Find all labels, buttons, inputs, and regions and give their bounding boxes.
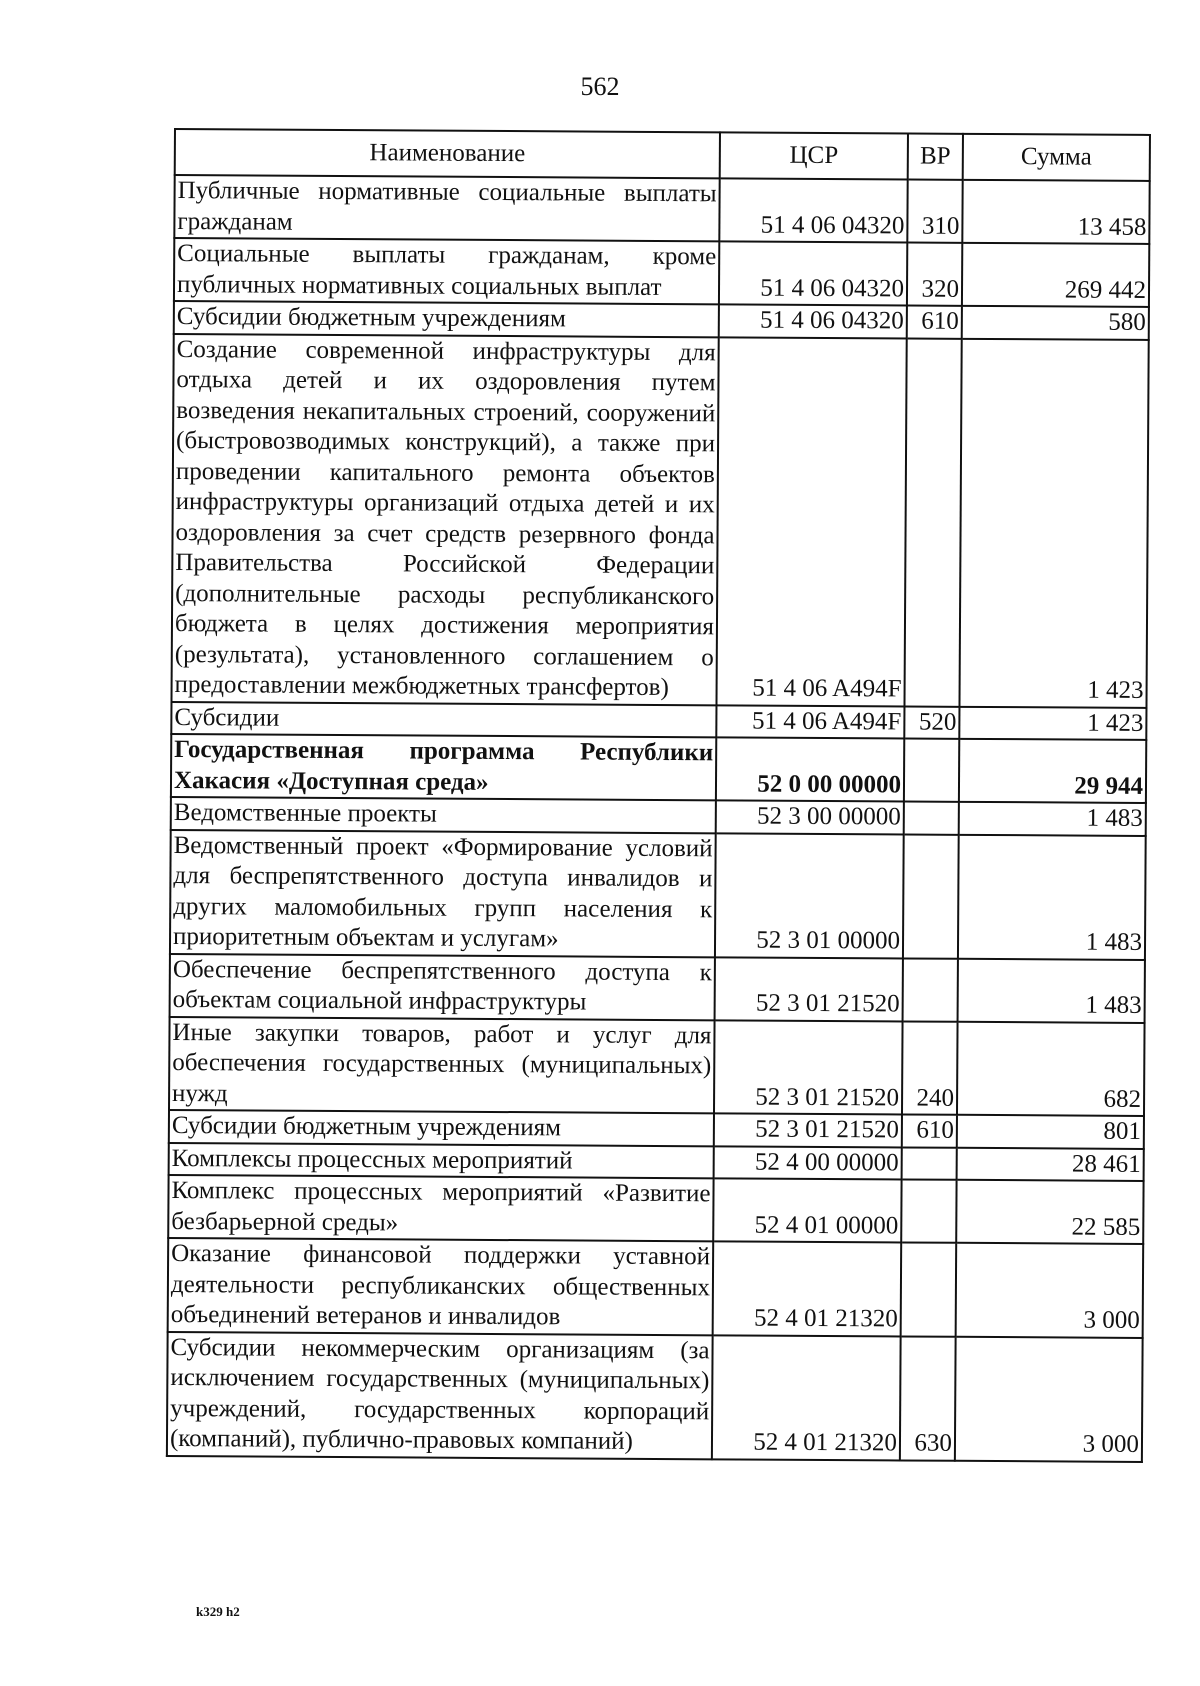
row-sum-cell: 3 000: [956, 1243, 1144, 1338]
row-csr-cell: 52 4 01 21320: [713, 1241, 902, 1336]
row-name-cell: Субсидии бюджетным учреждениям: [169, 1110, 714, 1146]
row-sum-cell: 28 461: [957, 1147, 1144, 1181]
row-csr-cell: 52 4 01 21320: [712, 1335, 901, 1460]
row-sum-cell: 29 944: [959, 739, 1146, 803]
table-row: [171, 334, 1148, 708]
table-row: [168, 1175, 1143, 1244]
row-sum-cell: 1 483: [959, 802, 1146, 836]
row-vr-cell: [903, 958, 958, 1021]
row-vr-cell: 520: [904, 706, 959, 739]
row-sum-cell: 801: [957, 1115, 1144, 1149]
row-vr-cell: [904, 338, 961, 706]
row-csr-cell: 52 3 01 21520: [715, 957, 903, 1021]
row-name-cell: Оказание финансовой поддержки уставной деятельности республиканских общественных объединений ветеранов и инвалидов: [168, 1238, 714, 1335]
row-csr-cell: 52 3 00 00000: [716, 800, 904, 834]
row-name-cell: Иные закупки товаров, работ и услуг для обеспечения государственных (муниципальных) нужд: [169, 1016, 715, 1113]
row-name-cell: Субсидии: [171, 701, 716, 737]
row-vr-cell: [904, 801, 959, 834]
row-name-cell: Ведомственные проекты: [171, 797, 716, 833]
page-number: 562: [580, 72, 620, 101]
row-sum-cell: 269 442: [962, 243, 1149, 307]
row-sum-cell: 682: [957, 1021, 1145, 1116]
row-csr-cell: 52 0 00 00000: [716, 737, 904, 801]
row-name-cell: Обеспечение беспрепятственного доступа к объектам социальной инфраструктуры: [170, 953, 715, 1019]
row-vr-cell: 610: [907, 305, 962, 338]
row-csr-cell: 51 4 06 A494F: [716, 705, 904, 739]
row-vr-cell: [903, 834, 959, 958]
table-row: [170, 953, 1145, 1022]
table-row: [170, 829, 1146, 959]
row-sum-cell: 1 423: [959, 338, 1148, 707]
header-csr: ЦСР: [720, 132, 908, 179]
header-name: Наименование: [175, 129, 720, 178]
table-row: [168, 1238, 1144, 1337]
row-name-cell: Создание современной инфраструктуры для отдыха детей и их оздоровления путем возведения некапитальных строений, сооружений (быстровозводимых конструкций), а также при проведении капитального ремонта объектов инфраструктуры организаций отдыха детей и их оздоровления за счет средств резервного фонда Правительства Российской Федерации (дополнительные расходы республиканского бюджета в целях достижения мероприятия (результата), установленного соглашением о предоставлении межбюджетных трансфертов): [171, 334, 718, 705]
row-vr-cell: [902, 1147, 957, 1180]
row-csr-cell: 52 3 01 21520: [714, 1113, 902, 1147]
row-csr-cell: 52 4 01 00000: [713, 1178, 901, 1242]
table-row: [171, 734, 1146, 803]
row-name-cell: Комплекс процессных мероприятий «Развитие безбарьерной среды»: [168, 1175, 713, 1241]
row-name-cell: Субсидии некоммерческим организациям (за исключением государственных (муниципальных) учреждений, государственных корпораций (компаний), публично-правовых компаний): [167, 1331, 713, 1458]
row-csr-cell: 51 4 06 04320: [719, 178, 907, 242]
row-name-cell: Субсидии бюджетным учреждениям: [174, 301, 719, 337]
row-vr-cell: [904, 738, 959, 801]
row-csr-cell: 51 4 06 04320: [719, 304, 907, 338]
row-sum-cell: 580: [962, 306, 1149, 340]
row-csr-cell: 52 4 00 00000: [714, 1146, 902, 1180]
row-vr-cell: 310: [907, 179, 962, 242]
row-sum-cell: 1 423: [959, 706, 1146, 740]
row-name-cell: Государственная программа Республики Хакасия «Доступная среда»: [171, 734, 716, 800]
header-vr: ВР: [908, 133, 963, 179]
row-name-cell: Социальные выплаты гражданам, кроме публичных нормативных социальных выплат: [174, 238, 719, 304]
row-sum-cell: 1 483: [958, 958, 1145, 1022]
header-sum: Сумма: [963, 134, 1150, 181]
row-name-cell: Комплексы процессных мероприятий: [169, 1142, 714, 1178]
row-name-cell: Публичные нормативные социальные выплаты гражданам: [174, 175, 719, 241]
row-vr-cell: 240: [902, 1021, 958, 1115]
row-csr-cell: 51 4 06 A494F: [716, 337, 906, 706]
row-sum-cell: 22 585: [956, 1180, 1143, 1244]
table-header-row: [175, 129, 1150, 181]
row-vr-cell: [901, 1179, 956, 1242]
row-csr-cell: 52 3 01 00000: [715, 833, 904, 958]
row-vr-cell: 610: [902, 1114, 957, 1147]
row-vr-cell: 320: [907, 242, 962, 305]
row-csr-cell: 51 4 06 04320: [719, 241, 907, 305]
row-sum-cell: 3 000: [955, 1336, 1143, 1461]
table-row: [169, 1016, 1145, 1115]
table-row: [174, 175, 1149, 244]
row-sum-cell: 1 483: [958, 834, 1146, 959]
row-vr-cell: [901, 1242, 957, 1336]
row-name-cell: Ведомственный проект «Формирование условий для беспрепятственного доступа инвалидов и других маломобильных групп населения к приоритетным объектам и услугам»: [170, 829, 716, 956]
footer-code: k329 h2: [196, 1604, 240, 1619]
table-row: [167, 1331, 1143, 1461]
row-csr-cell: 52 3 01 21520: [714, 1020, 903, 1115]
row-sum-cell: 13 458: [962, 180, 1149, 244]
table-row: [174, 238, 1149, 307]
budget-table: [166, 128, 1151, 1462]
row-vr-cell: 630: [900, 1336, 956, 1460]
table-body: [167, 175, 1150, 1461]
